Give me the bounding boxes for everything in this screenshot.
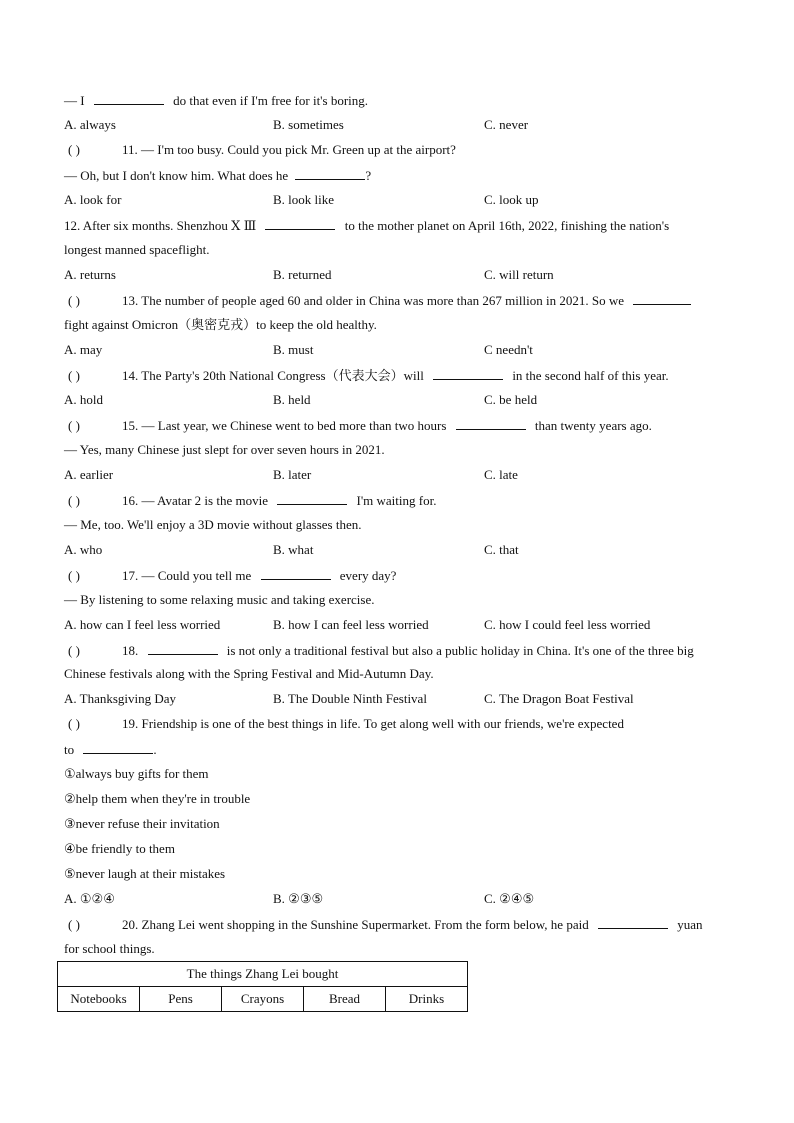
answer-blank[interactable] xyxy=(148,642,218,655)
q17-reply: — By listening to some relaxing music and taking exercise. xyxy=(64,592,375,607)
q14-option-a[interactable]: A. hold xyxy=(64,392,103,407)
q10-option-b[interactable]: B. sometimes xyxy=(273,117,344,132)
q15-reply: — Yes, many Chinese just slept for over seven hours in 2021. xyxy=(64,442,385,457)
q16-stem: ( ) 16. — Avatar 2 is the movie I'm waiting for. xyxy=(68,493,437,508)
q19-item-5: ⑤never laugh at their mistakes xyxy=(64,866,226,881)
q18-stem: ( ) 18. is not only a traditional festival but also a public holiday in China. It's one of the three big xyxy=(68,643,694,658)
column-crayons: Crayons xyxy=(222,987,304,1012)
answer-parenthesis[interactable]: ( ) xyxy=(68,493,80,508)
q19-item-4: ④be friendly to them xyxy=(64,841,175,856)
q18-stem-line2: Chinese festivals along with the Spring Festival and Mid-Autumn Day. xyxy=(64,666,434,681)
q19-option-a[interactable]: A. ①②④ xyxy=(64,891,115,906)
answer-parenthesis[interactable]: ( ) xyxy=(68,716,80,731)
answer-blank[interactable] xyxy=(456,417,526,430)
q13-option-a[interactable]: A. may xyxy=(64,342,103,357)
table-title: The things Zhang Lei bought xyxy=(58,962,468,987)
q17-option-b[interactable]: B. how I can feel less worried xyxy=(273,617,429,632)
column-bread: Bread xyxy=(304,987,386,1012)
q10-option-a[interactable]: A. always xyxy=(64,117,116,132)
answer-blank[interactable] xyxy=(94,92,164,105)
q11-option-b[interactable]: B. look like xyxy=(273,192,335,207)
q20-stem: ( ) 20. Zhang Lei went shopping in the Sunshine Supermarket. From the form below, he paid yuan xyxy=(68,917,703,932)
answer-blank[interactable] xyxy=(295,167,365,180)
q13-option-c[interactable]: C needn't xyxy=(484,342,533,357)
q18-option-a[interactable]: A. Thanksgiving Day xyxy=(64,691,177,706)
column-drinks: Drinks xyxy=(386,987,468,1012)
column-notebooks: Notebooks xyxy=(58,987,140,1012)
q15-option-c[interactable]: C. late xyxy=(484,467,518,482)
q11-option-a[interactable]: A. look for xyxy=(64,192,122,207)
answer-blank[interactable] xyxy=(633,292,691,305)
q16-option-a[interactable]: A. who xyxy=(64,542,103,557)
q16-option-c[interactable]: C. that xyxy=(484,542,519,557)
q15-option-a[interactable]: A. earlier xyxy=(64,467,114,482)
q15-stem: ( ) 15. — Last year, we Chinese went to bed more than two hours than twenty years ago. xyxy=(68,418,652,433)
q19-stem-line2: to . xyxy=(64,742,157,757)
q12-option-a[interactable]: A. returns xyxy=(64,267,116,282)
q19-item-3: ③never refuse their invitation xyxy=(64,816,220,831)
q13-stem: ( ) 13. The number of people aged 60 and older in China was more than 267 million in 2021. So we xyxy=(68,292,691,309)
answer-parenthesis[interactable]: ( ) xyxy=(68,917,80,932)
q17-option-a[interactable]: A. how can I feel less worried xyxy=(64,617,221,632)
q14-option-c[interactable]: C. be held xyxy=(484,392,538,407)
q19-stem: ( ) 19. Friendship is one of the best things in life. To get along well with our friends, we're expected xyxy=(68,716,624,731)
q11-option-c[interactable]: C. look up xyxy=(484,192,539,207)
q12-option-c[interactable]: C. will return xyxy=(484,267,554,282)
q16-option-b[interactable]: B. what xyxy=(273,542,314,557)
q17-option-c[interactable]: C. how I could feel less worried xyxy=(484,617,651,632)
q16-reply: — Me, too. We'll enjoy a 3D movie without glasses then. xyxy=(64,517,362,532)
answer-blank[interactable] xyxy=(261,567,331,580)
q18-option-b[interactable]: B. The Double Ninth Festival xyxy=(273,691,427,706)
q12-stem-line2: longest manned spaceflight. xyxy=(64,242,210,257)
q15-option-b[interactable]: B. later xyxy=(273,467,312,482)
answer-parenthesis[interactable]: ( ) xyxy=(68,368,80,383)
things-bought-table xyxy=(57,961,468,1012)
table-header-row xyxy=(58,987,468,1012)
q10-option-c[interactable]: C. never xyxy=(484,117,529,132)
answer-blank[interactable] xyxy=(433,367,503,380)
answer-parenthesis[interactable]: ( ) xyxy=(68,293,80,308)
answer-blank[interactable] xyxy=(277,492,347,505)
q13-option-b[interactable]: B. must xyxy=(273,342,314,357)
q14-option-b[interactable]: B. held xyxy=(273,392,311,407)
answer-blank[interactable] xyxy=(265,217,335,230)
q18-option-c[interactable]: C. The Dragon Boat Festival xyxy=(484,691,634,706)
q19-option-b[interactable]: B. ②③⑤ xyxy=(273,891,324,906)
answer-blank[interactable] xyxy=(83,741,153,754)
q10-stem: — I do that even if I'm free for it's boring. xyxy=(64,93,369,108)
q17-stem: ( ) 17. — Could you tell me every day? xyxy=(68,568,397,583)
q11-stem: ( ) 11. — I'm too busy. Could you pick Mr. Green up at the airport? xyxy=(68,142,456,157)
answer-blank[interactable] xyxy=(598,916,668,929)
q19-item-1: ①always buy gifts for them xyxy=(64,766,209,781)
q12-option-b[interactable]: B. returned xyxy=(273,267,332,282)
answer-parenthesis[interactable]: ( ) xyxy=(68,418,80,433)
answer-parenthesis[interactable]: ( ) xyxy=(68,142,80,157)
answer-parenthesis[interactable]: ( ) xyxy=(68,643,80,658)
q13-stem-line2: fight against Omicron（奥密克戎）to keep the old healthy. xyxy=(64,317,377,332)
q11-reply: — Oh, but I don't know him. What does he ? xyxy=(64,168,372,183)
q12-stem: 12. After six months. Shenzhou Ⅹ Ⅲ to the mother planet on April 16th, 2022, finishing the nation's xyxy=(64,218,670,233)
q14-stem: ( ) 14. The Party's 20th National Congress（代表大会）will in the second half of this year. xyxy=(68,368,669,383)
q19-option-c[interactable]: C. ②④⑤ xyxy=(484,891,535,906)
answer-parenthesis[interactable]: ( ) xyxy=(68,568,80,583)
column-pens: Pens xyxy=(140,987,222,1012)
q19-item-2: ②help them when they're in trouble xyxy=(64,791,251,806)
q20-stem-line2: for school things. xyxy=(64,941,155,956)
